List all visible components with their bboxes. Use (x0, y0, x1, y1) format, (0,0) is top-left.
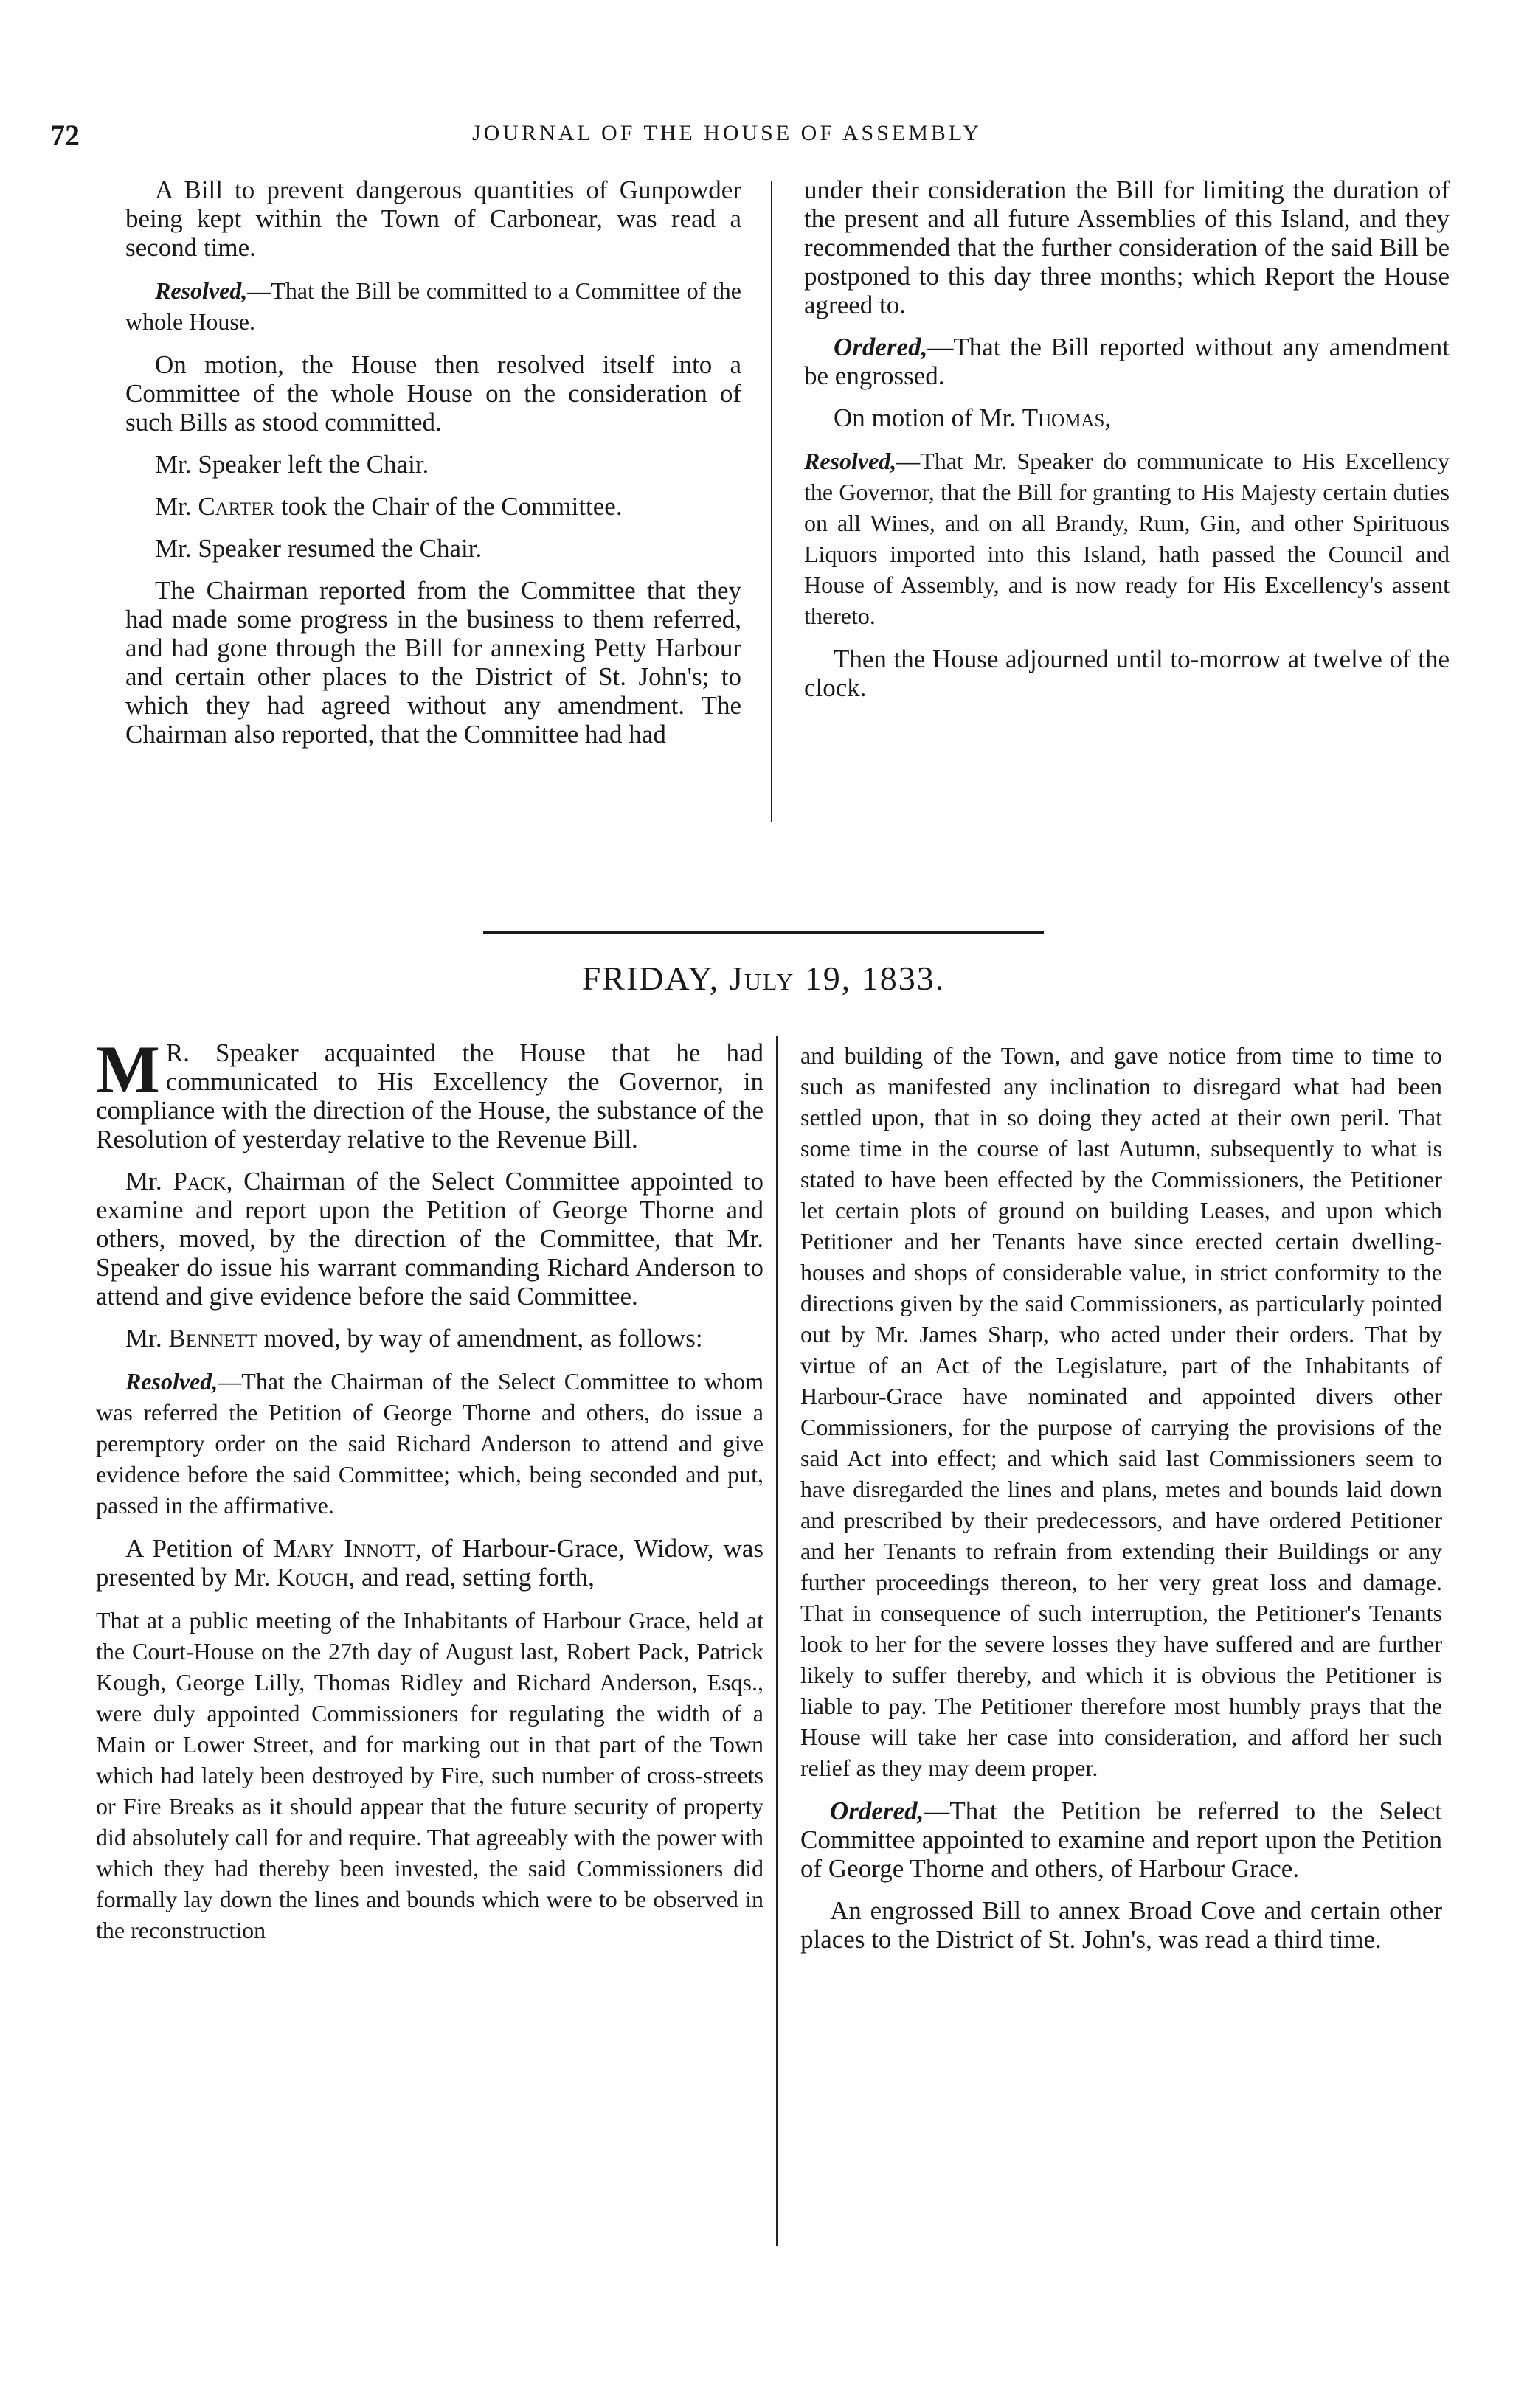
member-name: Bennett (168, 1324, 257, 1353)
column-divider (771, 181, 772, 822)
top-left-column (125, 176, 741, 762)
resolution-paragraph (96, 1366, 764, 1521)
order-text: —That the Petition be referred to the Select Committee appointed to examine and report upon the Petition of George Thorne and others, of Harbour Grace. (800, 1797, 1442, 1883)
paragraph (96, 1032, 764, 1153)
text-span: took the Chair of the Committee. (274, 492, 623, 521)
resolution-label: Resolved, (155, 277, 248, 304)
text-span: R. Speaker acquainted the House that he had communicated to His Excellency the Governor, in compliance with the direction of the House, the substance of the Resolution of yesterday relative to the Revenue Bill. (96, 1038, 764, 1153)
date-heading (0, 959, 1527, 998)
text-span: Mr. (125, 1324, 169, 1353)
running-head: JOURNAL OF THE HOUSE OF ASSEMBLY (472, 121, 982, 145)
resolution-label: Resolved, (125, 1368, 218, 1395)
heading-date: July 19, 1833. (729, 960, 946, 997)
top-right-column (804, 176, 1450, 715)
paragraph: Mr. Speaker resumed the Chair. (155, 534, 482, 563)
member-name: Pack, (173, 1167, 233, 1196)
petitioner-name: Mary Innott, (273, 1534, 422, 1563)
paragraph (804, 403, 1450, 432)
resolution-text: —That the Chairman of the Select Committee to whom was referred the Petition of George Thorne and others, do issue a peremptory order on the said Richard Anderson to attend and give evidence before the said Committee; which, being seconded and put, passed in the affirmative. (96, 1368, 764, 1519)
text-span: moved, by way of amendment, as follows: (257, 1324, 703, 1353)
drop-cap: M (96, 1032, 160, 1107)
paragraph (96, 1167, 764, 1311)
resolution-paragraph (125, 275, 741, 337)
paragraph (125, 492, 741, 521)
member-name: Thomas, (1022, 403, 1112, 432)
bottom-right-column (800, 1040, 1442, 1967)
text-span: and read, setting forth, (355, 1563, 595, 1592)
paragraph: A Bill to prevent dangerous quantities of Gunpowder being kept within the Town of Carbonear, was read a second time. (125, 176, 741, 262)
page-number: 72 (50, 119, 80, 152)
member-name: Carter (198, 492, 275, 521)
text-span: of Harbour-Grace, Widow, was presented by Mr. (96, 1534, 764, 1592)
column-divider (776, 1036, 778, 2246)
member-name: Kough, (276, 1563, 356, 1592)
petition-text: and building of the Town, and gave notice from time to time to such as manifested any inclination to disregard what had been settled upon, that in so doing they acted at their own peril. That some time in the course of last Autumn, subsequently to what is stated to have been effected by the Commissioners, the Petitioner let certain plots of ground on building Leases, and upon which Petitioner and her Tenants have since erected certain dwelling-houses and shops of considerable value, in strict conformity to the directions given by the said Commissioners, as particularly pointed out by Mr. James Sharp, who acted under their orders. That by virtue of an Act of the Legislature, part of the Inhabitants of Harbour-Grace have nominated and appointed divers other Commissioners, for the purpose of carrying the provisions of the said Act into effect; and which said last Commissioners seem to have disregarded the lines and plans, metes and bounds laid down and prescribed by their predecessors, and have ordered Petitioner and her Tenants to refrain from extending their Buildings or any further proceedings thereon, to her very great loss and damage. That in consequence of such interruption, the Petitioner's Tenants look to her for the severe losses they have suffered and are further likely to suffer thereby, and which it is obvious the Petitioner is liable to pay. The Petitioner therefore most humbly prays that the House will take her case into consideration, and afford her such relief as they may deem proper. (800, 1042, 1442, 1781)
paragraph: The Chairman reported from the Committee that they had made some progress in the business to them referred, and had gone through the Bill for annexing Petty Harbour and certain other places to the District of St. John's; to which they had agreed without any amendment. The Chairman also reported, that the Committee had had (125, 576, 741, 749)
paragraph: On motion, the House then resolved itself into a Committee of the whole House on the consideration of such Bills as stood committed. (125, 350, 741, 437)
paragraph: Mr. Speaker left the Chair. (155, 450, 429, 479)
text-span: Mr. (155, 492, 198, 521)
order-text: —That the Bill reported without any amendment be engrossed. (804, 333, 1450, 390)
order-paragraph (800, 1797, 1442, 1883)
order-label: Ordered, (834, 333, 928, 361)
heading-day: FRIDAY, (581, 960, 720, 997)
text-span: On motion of Mr. (834, 403, 1022, 432)
bottom-left-column (96, 1032, 764, 1959)
paragraph: An engrossed Bill to annex Broad Cove and certain other places to the District of St. John's, was read a third time. (800, 1896, 1442, 1954)
resolution-label: Resolved, (804, 448, 897, 474)
paragraph: Then the House adjourned until to-morrow at twelve of the clock. (804, 645, 1450, 702)
resolution-text: —That Mr. Speaker do communicate to His Excellency the Governor, that the Bill for granting to His Majesty certain duties on all Wines, and on all Brandy, Rum, Gin, and other Spirituous Liquors imported into this Island, hath passed the Council and House of Assembly, and is now ready for His Excellency's assent thereto. (804, 448, 1450, 629)
text-span: Mr. (125, 1167, 173, 1196)
order-label: Ordered, (830, 1797, 924, 1825)
paragraph (96, 1534, 764, 1592)
resolution-paragraph (804, 445, 1450, 631)
paragraph (96, 1324, 764, 1353)
section-divider (483, 931, 1044, 934)
text-span: Chairman of the Select Committee appointed to examine and report upon the Petition of George Thorne and others, moved, by the direction of the Committee, that Mr. Speaker do issue his warrant commanding Richard Anderson to attend and give evidence before the said Committee. (96, 1167, 764, 1311)
paragraph: under their consideration the Bill for limiting the duration of the present and all future Assemblies of this Island, and they recommended that the further consideration of the said Bill be postponed to this day three months; which Report the House agreed to. (804, 176, 1450, 319)
resolution-text: —That the Bill be committed to a Committee of the whole House. (125, 277, 741, 335)
order-paragraph (804, 333, 1450, 390)
text-span: A Petition of (125, 1534, 274, 1563)
petition-text: That at a public meeting of the Inhabitants of Harbour Grace, held at the Court-House on the 27th day of August last, Robert Pack, Patrick Kough, George Lilly, Thomas Ridley and Richard Anderson, Esqs., were duly appointed Commissioners for regulating the width of a Main or Lower Street, and for marking out in that part of the Town which had lately been destroyed by Fire, such number of cross-streets or Fire Breaks as it should appear that the future security of property did absolutely call for and require. That agreeably with the power with which they had thereby been invested, the said Commissioners did formally lay down the lines and bounds which were to be observed in the reconstruction (96, 1607, 764, 1943)
